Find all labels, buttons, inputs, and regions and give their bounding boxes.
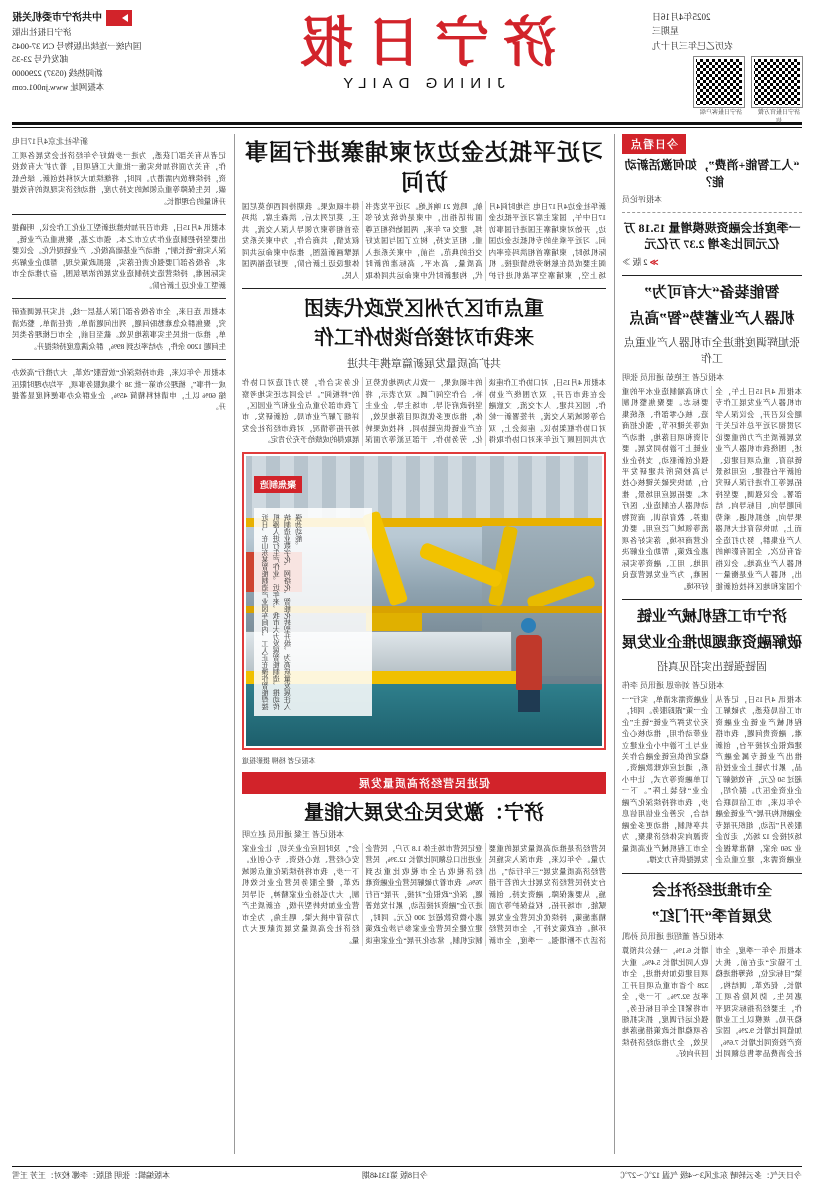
- masthead-cn-number: 国内统一连续出版物号 CN 37-0045: [12, 40, 142, 51]
- article-a3-body: 本报讯 今年一季度，全市上下锚定“走在前、挑大梁”目标定位，统筹推进稳增长、促改革、调结构、惠民生、防风险各项工作，主要经济指标实现平稳开局。规模以上工业增加值同比增长 9.2%，固定资产投资同比增长 7.6%，社会消费品零售总额同比增长 6.1%，一般公共预算收入同比增长 5.4%。重大项目建设加快推进，全市 328 个省市重点项目开工率达 92.7%。下一步，全市将紧盯全年目标任务，强化运行调度，抓实抓细各项稳增长政策措施落地见效，全力推动经济持续回升向好。: [622, 946, 802, 1059]
- article-b2-body: 本报讯 4月15日，对口协作工作座谈会在我市召开，双方围绕产业协作、园区共建、人才交流、文旅融合等领域深入交流，并签署新一轮对口协作框架协议。座谈会上，双方共同回顾了近年来对口协作取得的丰硕成果，一致认为两地优势互补、合作空间广阔。双方表示，将坚持政府引导、市场主导、企业主体，推动更多优质项目落地见效，在产业链供应链协同、科技成果转化、劳务协作、干部互派等方面深化务实合作，努力打造对口协作的“样板间”。与会同志还实地考察了我市部分重点企业和产业园区，详细了解产业布局、创新研发、市场开拓等情况，对我市经济社会发展取得的成绩给予充分肯定。: [242, 378, 606, 445]
- highlight-item-1-byline: 本报评论员: [622, 194, 662, 204]
- qr-code-app[interactable]: [694, 57, 744, 107]
- divider: [12, 214, 226, 215]
- article-a1-body: 本报讯 4月15日上午，全市机器人产业发展工作专题会议召开，会议深入学习贯彻习近平总书记关于发展新质生产力的重要论述，围绕我市机器人产业链培育、重点项目建设、创新平台搭建、应用场景拓展等工作进行深入研究部署。会议强调，要坚持问题导向、目标导向、结果导向，抢抓机遇、乘势而上，加快培育壮大机器人产业集群，努力打造全省有位次、全国有影响的机器人产业高地。会议指出，机器人产业是衡量一个国家和地区科技创新能力和高端制造业水平的重要标志。要聚焦整机制造、核心零部件、系统集成等关键环节，强化招商引资和项目落地，推动产业链上下游协同发展。要强化创新驱动，支持企业与高校院所共建研发平台，加快突破关键核心技术。要拓展应用场景，推动机器人在制造业、医疗康养、教育培训、商贸物流等领域广泛应用。要优化营商环境，落实好各项惠企政策，帮助企业解决用地、用工、融资等实际困难，为产业发展营造良好环境。: [622, 386, 802, 591]
- qr-row: [652, 57, 802, 127]
- section-banner: 促进民营经济高质量发展: [242, 772, 606, 794]
- column-right: [12, 134, 226, 1154]
- robot-arm-secondary: [496, 526, 596, 646]
- article-c2-body: 本报讯 4月15日，我市召开加快推进新型工业化工作会议，明确提出要坚持把制造业作为立市之本、强市之基，聚焦重点产业链，深入实施“链长制”，推动产业基础高级化、产业链现代化。会议要求，各级各部门要强化责任落实，狠抓政策兑现，帮助企业解决实际困难，持续营造支持制造业发展的浓厚氛围，奋力推动全市新型工业化迈上新台阶。: [12, 223, 226, 290]
- masthead-publisher: 济宁日报社出版: [12, 27, 72, 38]
- article-a3-byline: 本报记者 董绍进 通讯员 孙凯: [622, 932, 724, 942]
- today-highlights-label: 今日看点: [622, 134, 686, 154]
- masthead-date: 2025年4月16日: [652, 12, 711, 22]
- column-left: [614, 134, 802, 1154]
- article-a3-headline-2[interactable]: 发展首季“开门红”: [652, 908, 773, 925]
- lead-article-headline[interactable]: 习近平抵达金边对柬埔寨进行国事访问: [244, 140, 604, 195]
- article-b3-body: 民营经济是推动高质量发展的重要力量。今年以来，我市深入实施民营经济高质量发展“三年行动”，出台支持民营经济发展壮大的若干措施，从要素保障、融资支持、创新赋能、市场开拓、权益保护等方面精准施策，持续优化民营企业发展环境。在政策支持下，全市民营经济活力不断增强。一季度，全市新登记民营市场主体 1.8 万户，民营企业进出口总额同比增长 12.3%，民营经济税收占全市税收比重达到 76%。我市着力破解民营企业融资难题，深化“政银企”对接，开展“百行进万企”融资对接活动，累计发放普惠小微贷款超过 300 亿元。同时，建立健全民营企业家参与涉企政策制定机制，常态化开展“企业家座谈会”，及时回应企业关切，让企业家安心经营、放心投资、专心创业。下一步，我市将持续深化重点领域改革，健全服务民营企业长效机制，大力弘扬企业家精神，引导民营企业加快转型升级，在新质生产力培育中挑大梁、唱主角，为全市经济社会高质量发展贡献更大力量。: [242, 843, 606, 945]
- masthead-post-code: 邮发代号 23-35: [12, 54, 68, 65]
- masthead-org: 中共济宁市委机关报: [12, 12, 102, 24]
- masthead-website[interactable]: 本报网址 www.jn001.com: [12, 81, 105, 92]
- page-index-note: ≫ 2 版 ≫: [622, 257, 659, 268]
- article-a2-byline: 本报记者 刘帝恩 通讯员 李伟: [622, 680, 724, 690]
- article-a2-headline-1[interactable]: 济宁市工程机械产业链: [637, 609, 788, 626]
- qr-caption-wechat: 济宁日报官方微信: [758, 110, 801, 126]
- divider: [622, 212, 802, 213]
- brief-body: 记者从有关部门获悉，为进一步做好今年经济社会发展各项工作，有关方面将加快实施一批重大工程项目，着力扩大有效投资，持续释放内需潜力。同时，将继续加大对科技创新、绿色低碳、民生保障等重点领域的支持力度，推动经济实现质的有效提升和量的合理增长。: [12, 151, 226, 206]
- masthead-lunar: 农历乙巳年三月十九: [652, 40, 734, 51]
- article-a2-subtitle: 固链强链出实招见真招: [657, 660, 767, 673]
- divider: [242, 288, 606, 289]
- article-b2-subtitle: 共扩高质量发展新篇章携手共进: [347, 358, 501, 371]
- footer-weather: 今日天气：多云转晴 东北风3～4级 气温 12℃～27℃: [620, 1171, 802, 1180]
- highlight-item-2-title[interactable]: 一季度社会融资规模增量 15.18 万亿元同比多增 2.37 万亿元: [623, 220, 801, 252]
- qr-caption-app: 济宁日报客户端: [700, 110, 743, 117]
- footer-issue: 今日8版 第13148期: [362, 1171, 428, 1180]
- article-c3-body: 本报讯 连日来，全市各级各部门深入基层一线，扎实开展调查研究，聚焦群众急难愁盼问题，列出问题清单、责任清单、整改清单，推动一批民生实事落地见效。截至目前，全市已梳理各类民生问题 1200 余件，办结率达到 89%，群众满意度持续提升。: [12, 307, 226, 351]
- masthead-right: [12, 10, 190, 94]
- photo-credit: 本报记者 杨柳 摄影报道: [242, 756, 316, 765]
- lead-article-body: 新华社金边4月17日电 当地时间4月17日中午，国家主席习近平抵达金边，开始对柬埔寨王国进行国事访问。习近平乘坐的专机抵达金边国际机场时，柬埔寨首相洪玛奈率内阁主要成员在舷梯旁热情迎接。机场上空，柬埔寨空军战机进行护航，鸣放 21 响礼炮。习近平发表书面讲话指出，中柬是传统友好邻邦，建交 67 年来，两国始终相互尊重、相互支持，树立了国与国友好交往的典范。当前，中柬关系进入高质量、高水平、高标准的新时代，构建新时代中柬命运共同体取得丰硕成果。我期待同西哈莫尼国王、莫尼列太后、洪森主席、洪玛奈首相等柬方领导人深入交流，共叙友情，共商合作，为中柬关系发展擘画新蓝图，推动中柬命运共同体建设迈上新台阶，更好造福两国人民。: [242, 201, 606, 280]
- article-a3-headline-1[interactable]: 全市推进经济社会: [652, 882, 773, 899]
- photo-tag: 聚焦制造: [254, 476, 302, 493]
- masthead-subtitle: JINING DAILY: [337, 74, 505, 92]
- masthead-weekday: 星期三: [652, 26, 680, 37]
- article-b2-headline-2[interactable]: 来我市对接洽谈协作工作: [314, 327, 534, 350]
- article-b3-headline[interactable]: 济宁：激发民企发展大能量: [304, 801, 544, 824]
- article-a1-byline: 本报记者 王艳茹 通讯员 张明: [622, 372, 724, 382]
- article-a2-headline-2[interactable]: 破解融资难题助推企业发展: [621, 635, 802, 652]
- divider: [622, 275, 802, 276]
- masthead-hotline: 新闻热线 (0537) 2290000: [12, 68, 103, 79]
- article-b3-byline: 本报记者 王粲 通讯员 赵立明: [242, 829, 344, 839]
- qr-code-wechat[interactable]: [752, 57, 802, 107]
- highlight-item-1-title[interactable]: “人工智能+消费”，如何激活新动能？: [624, 158, 800, 189]
- content-columns: [12, 134, 802, 1154]
- article-a2-body: 本报讯 4月15日，记者从市工信局获悉，为破解工程机械产业链企业融资难、融资贵问题，我市搭建政银企对接平台，创新推出产业链专属金融产品，累计为链上企业授信超过 50 亿元，有效缓解了企业资金压力。据介绍，今年以来，市工信局联合金融机构开展“产业链金融服务月”活动，组织开展专场对接会 12 场次，走访企业 260 余家，精准掌握企业融资需求，建立重点企业融资需求清单，实行“一企一策”跟踪服务。同时，充分发挥产业链“链主”企业带动作用，推动核心企业与上下游中小企业建立稳定的供应链金融合作关系，通过应收账款融资、订单融资等方式，让中小企业“轻装上阵”。下一步，我市将持续深化产融结合，完善企业信用信息共享机制，推动更多金融资源向实体经济集聚，为全市工程机械产业高质量发展提供有力支撑。: [622, 694, 802, 865]
- photo-frame: [242, 452, 606, 750]
- article-b2-headline-1[interactable]: 重点市区方州区党政代表团: [304, 298, 544, 321]
- divider: [622, 873, 802, 874]
- photo-caption: 近日，在山东某智能制造产业园车间内，工人正在操作智能焊接机器人进行生产作业。近年来，我市大力发展智能制造，推动传统制造业数字化、网络化、智能化转型升级，为高质量发展注入强劲动能。: [254, 508, 372, 716]
- masthead: [12, 10, 802, 126]
- masthead-left: [652, 10, 802, 127]
- article-c4-body: 本报讯 今年以来，我市持续深化“放管服”改革，大力推行“高效办成一件事”，梳理公布第一批 38 个集成服务事项，平均办理时限压缩 60% 以上，申请材料精简 45%，企业群众办事便利度显著提升。: [12, 368, 226, 412]
- factory-photo: [246, 456, 602, 746]
- divider: [12, 298, 226, 299]
- flag-icon: [106, 10, 132, 26]
- divider: [622, 599, 802, 600]
- page-footer: [12, 1166, 802, 1181]
- footer-editors: 本版编辑：张明 组版：李娜 校对：王芳 王雪: [12, 1171, 170, 1180]
- article-a1-headline-2[interactable]: 机器人产业蓄势“智”高点: [629, 311, 795, 328]
- page-title: 济宁日报: [285, 10, 557, 74]
- page-index-text: 2 版 ≫: [622, 257, 648, 268]
- divider: [12, 359, 226, 360]
- article-a1-headline-1[interactable]: 智能装备“大有可为”: [644, 285, 780, 302]
- column-center: [234, 134, 606, 1154]
- brief-dateline: 新华社北京4月17日电: [12, 137, 88, 146]
- masthead-center: [190, 10, 652, 92]
- worker-figure: [514, 618, 544, 710]
- article-a1-subtitle: 张旭辉调度推进全市机器人产业重点工作: [624, 336, 800, 365]
